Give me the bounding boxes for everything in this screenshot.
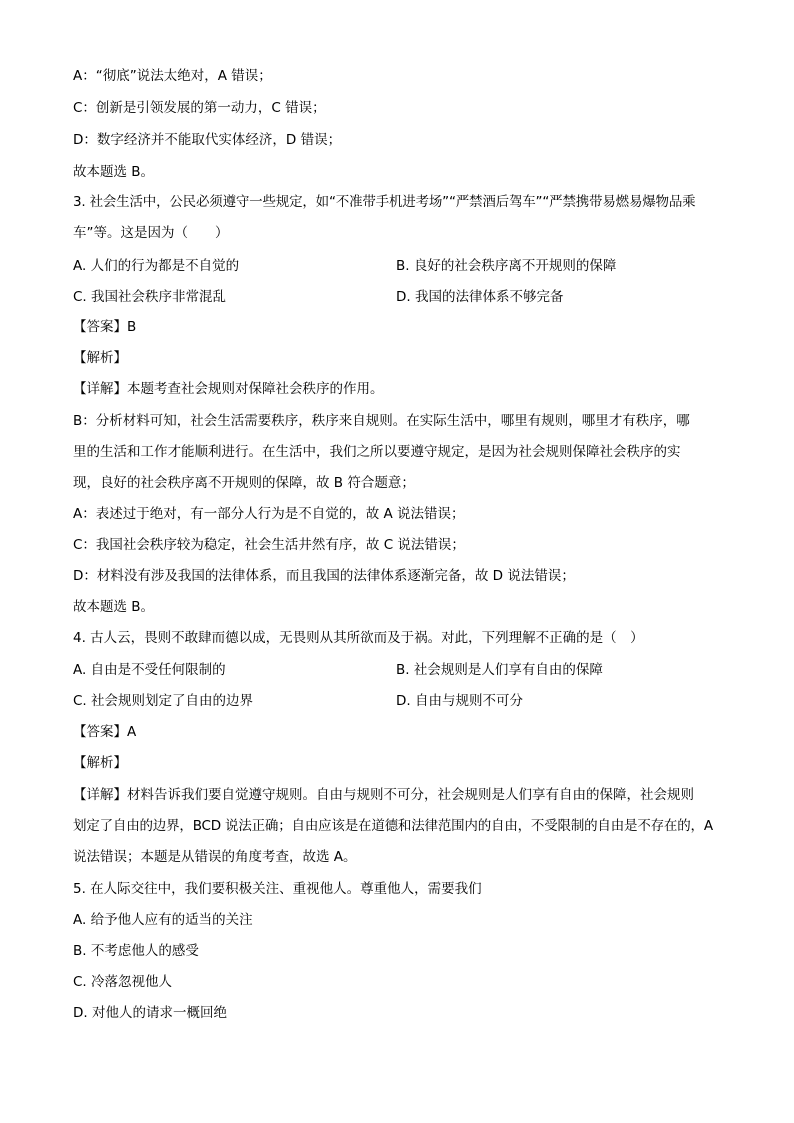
q3-option-a: A. 人们的行为都是不自觉的 [73,258,240,274]
prev-answer-line-1: A：“彻底”说法太绝对，A 错误； [73,68,272,84]
q4-answer: 【答案】A [73,724,137,740]
q3-detail-line-5: A：表述过于绝对，有一部分人行为是不自觉的，故 A 说法错误； [73,506,465,522]
q4-detail-line-2: 划定了自由的边界，BCD 说法正确；自由应该是在道德和法律范围内的自由，不受限制的自由是不存在的，A [73,818,713,834]
q3-detail-line-4: 现，良好的社会秩序离不开规则的保障，故 B 符合题意； [73,475,415,491]
q3-option-c: C. 我国社会秩序非常混乱 [73,289,227,305]
q3-analysis-heading: 【解析】 [73,350,127,366]
q5-option-b: B. 不考虑他人的感受 [73,943,199,959]
q3-detail-line-7: D：材料没有涉及我国的法律体系，而且我国的法律体系逐渐完备，故 D 说法错误； [73,568,575,584]
q3-detail-line-2: B：分析材料可知，社会生活需要秩序，秩序来自规则。在实际生活中，哪里有规则，哪里才有秩序，哪 [73,413,690,429]
q4-stem: 4. 古人云，畏则不敢肆而德以成，无畏则从其所欲而及于祸。对此，下列理解不正确的是（ ） [73,630,644,646]
q5-option-c: C. 冷落忽视他人 [73,974,173,990]
q5-option-a: A. 给予他人应有的适当的关注 [73,912,253,928]
q4-option-d: D. 自由与规则不可分 [396,693,523,709]
q5-option-d: D. 对他人的请求一概回绝 [73,1005,227,1021]
q3-option-d: D. 我国的法律体系不够完备 [396,289,564,305]
q3-option-b: B. 良好的社会秩序离不开规则的保障 [396,258,617,274]
q3-conclusion: 故本题选 B。 [73,599,155,615]
q4-analysis-heading: 【解析】 [73,755,127,771]
q3-detail-line-1: 【详解】本题考查社会规则对保障社会秩序的作用。 [73,381,384,397]
q4-option-a: A. 自由是不受任何限制的 [73,662,226,678]
prev-answer-conclusion: 故本题选 B。 [73,164,155,180]
q3-stem-line-2: 车”等。这是因为（ ） [73,225,229,241]
q3-answer: 【答案】B [73,319,137,335]
q3-stem-line-1: 3. 社会生活中，公民必须遵守一些规定，如“不准带手机进考场”“严禁酒后驾车”“严禁携带易燃易爆物品乘 [73,194,696,210]
q4-option-c: C. 社会规则划定了自由的边界 [73,693,254,709]
prev-answer-line-2: C：创新是引领发展的第一动力，C 错误； [73,100,326,116]
prev-answer-line-3: D：数字经济并不能取代实体经济，D 错误； [73,132,342,148]
q4-option-b: B. 社会规则是人们享有自由的保障 [396,662,603,678]
q3-detail-line-6: C：我国社会秩序较为稳定，社会生活井然有序，故 C 说法错误； [73,537,465,553]
q3-detail-line-3: 里的生活和工作才能顺利进行。在生活中，我们之所以要遵守规定，是因为社会规则保障社会秩序的实 [73,444,681,460]
q4-detail-line-3: 说法错误；本题是从错误的角度考查，故选 A。 [73,849,357,865]
q4-detail-line-1: 【详解】材料告诉我们要自觉遵守规则。自由与规则不可分，社会规则是人们享有自由的保障，社会规则 [73,787,694,803]
q5-stem: 5. 在人际交往中，我们要积极关注、重视他人。尊重他人，需要我们 [73,881,482,897]
